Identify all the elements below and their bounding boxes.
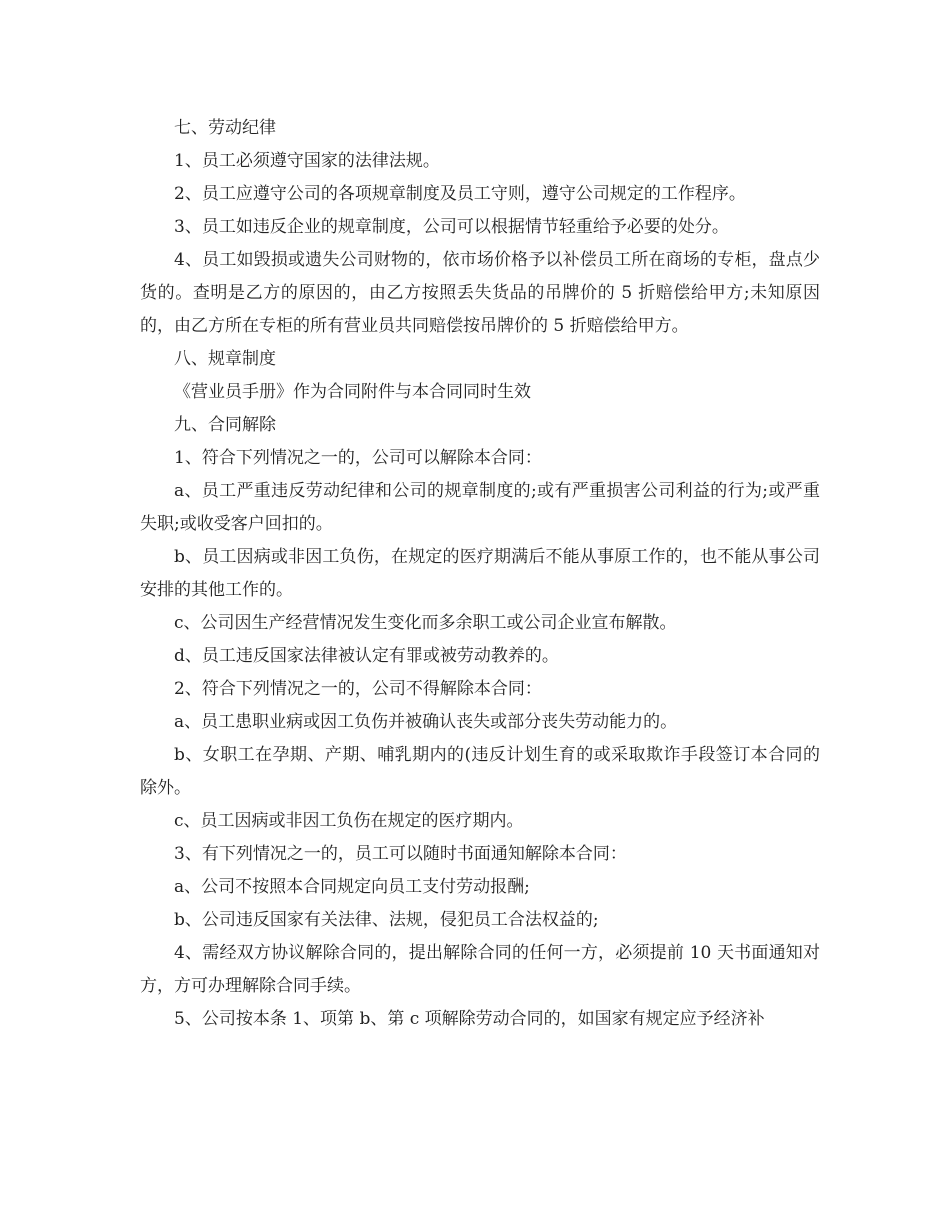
paragraph: d、员工违反国家法律被认定有罪或被劳动教养的。 — [174, 646, 559, 666]
paragraph: a、员工严重违反劳动纪律和公司的规章制度的;或有严重损害公司利益的行为;或严重失职;或收受客户回扣的。 — [140, 481, 820, 534]
paragraph: 《营业员手册》作为合同附件与本合同同时生效 — [174, 382, 531, 402]
paragraph: c、员工因病或非因工负伤在规定的医疗期内。 — [174, 811, 524, 831]
paragraph: 5、公司按本条 1、项第 b、第 c 项解除劳动合同的，如国家有规定应予经济补 — [174, 1009, 765, 1029]
paragraph: 4、员工如毁损或遗失公司财物的，依市场价格予以补偿员工所在商场的专柜，盘点少货的。查明是乙方的原因的，由乙方按照丢失货品的吊牌价的 5 折赔偿给甲方;未知原因的，由乙方所在专柜的所有营业员共同赔偿按吊牌价的 5 折赔偿给甲方。 — [140, 250, 820, 336]
paragraph: b、女职工在孕期、产期、哺乳期内的(违反计划生育的或采取欺诈手段签订本合同的除外。 — [140, 745, 820, 798]
paragraph: c、公司因生产经营情况发生变化而多余职工或公司企业宣布解散。 — [174, 613, 677, 633]
paragraph: b、员工因病或非因工负伤，在规定的医疗期满后不能从事原工作的，也不能从事公司安排的其他工作的。 — [140, 547, 820, 600]
paragraph: a、公司不按照本合同规定向员工支付劳动报酬; — [174, 877, 530, 897]
paragraph: 3、有下列情况之一的，员工可以随时书面通知解除本合同： — [174, 844, 627, 864]
section-heading-labor-discipline: 七、劳动纪律 — [174, 118, 276, 138]
paragraph: 4、需经双方协议解除合同的，提出解除合同的任何一方，必须提前 10 天书面通知对方，方可办理解除合同手续。 — [140, 943, 820, 996]
paragraph: 1、符合下列情况之一的，公司可以解除本合同： — [174, 448, 542, 468]
paragraph: b、公司违反国家有关法律、法规，侵犯员工合法权益的; — [174, 910, 599, 930]
paragraph: 3、员工如违反企业的规章制度，公司可以根据情节轻重给予必要的处分。 — [174, 217, 729, 237]
paragraph: 1、员工必须遵守国家的法律法规。 — [174, 151, 440, 171]
section-heading-termination: 九、合同解除 — [174, 415, 276, 435]
paragraph: a、员工患职业病或因工负伤并被确认丧失或部分丧失劳动能力的。 — [174, 712, 678, 732]
document-body — [140, 112, 820, 1036]
paragraph: 2、员工应遵守公司的各项规章制度及员工守则，遵守公司规定的工作程序。 — [174, 184, 746, 204]
paragraph: 2、符合下列情况之一的，公司不得解除本合同： — [174, 679, 542, 699]
section-heading-rules: 八、规章制度 — [174, 349, 276, 369]
